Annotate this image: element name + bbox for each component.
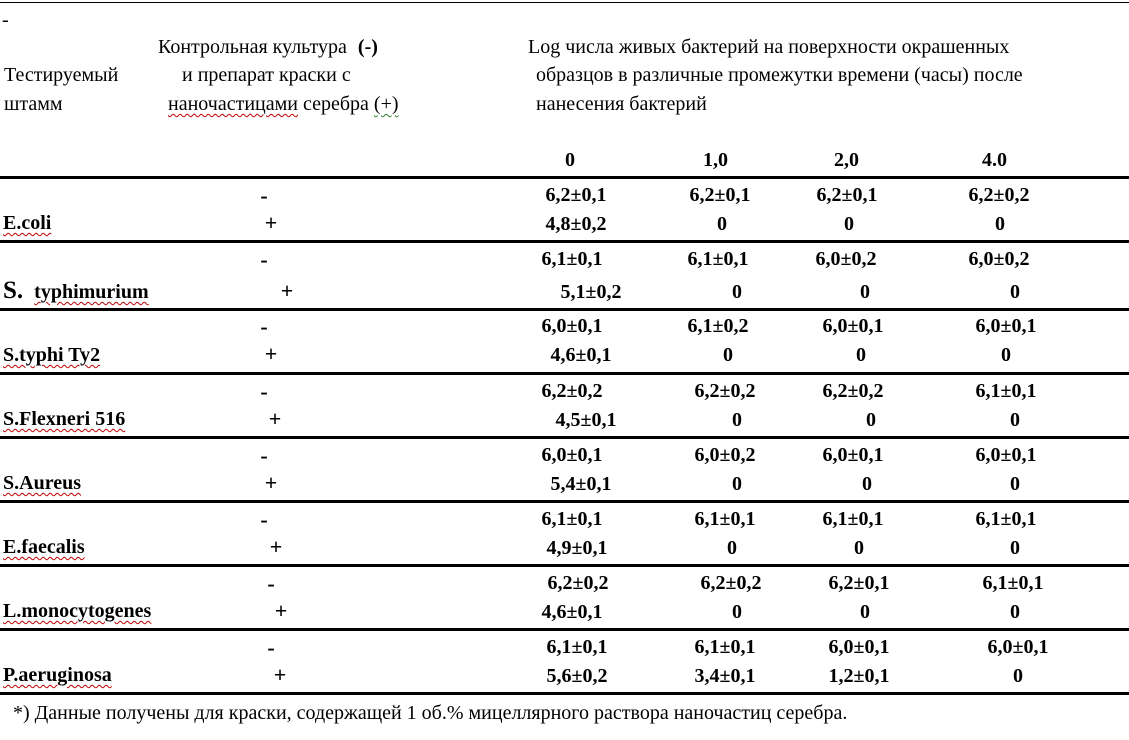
table-row [0,567,1129,631]
control-value: 6,1±0,1 [546,636,608,658]
strain-name: S.Flexneri 516 [3,408,126,430]
table-row [0,375,1129,439]
treated-value: 0 [1010,473,1020,495]
header-control-line1 [158,33,378,62]
header-plus-sign: (+) [373,93,399,115]
header-silver-word: серебра [302,93,369,115]
strain-name: P.aeruginosa [3,664,112,686]
treated-value: 0 [1010,409,1020,431]
header-nanoparticles-word: наночастицами [168,93,298,115]
treated-sign: + [274,598,288,623]
treated-value: 4,6±0,1 [550,344,612,366]
table-top-border [0,2,1129,3]
treated-sign: + [269,534,283,559]
treated-value: 0 [727,537,737,559]
control-value: 6,2±0,1 [828,572,890,594]
treated-value: 0 [1010,537,1020,559]
treated-value: 4,6±0,1 [541,601,603,623]
treated-value: 0 [1010,601,1020,623]
table-row [0,503,1129,567]
control-value: 6,0±0,1 [987,636,1049,658]
strain-name-rest: typhimurium [34,281,149,303]
control-value: 6,1±0,1 [822,508,884,530]
header-control-line2: и препарат краски с [182,64,351,86]
treated-value: 0 [1010,281,1020,303]
table-row [0,179,1129,243]
control-sign: - [260,247,268,272]
control-value: 6,0±0,2 [968,248,1030,270]
control-value: 6,2±0,2 [541,380,603,402]
treated-value: 0 [854,537,864,559]
treated-value: 0 [732,409,742,431]
time-column-1: 1,0 [703,149,728,171]
header-control-line3 [168,90,469,119]
treated-value: 0 [717,213,727,235]
treated-value: 4,9±0,1 [546,537,608,559]
strain-name [3,277,149,305]
control-sign: - [260,443,268,468]
control-value: 6,1±0,1 [541,508,603,530]
control-value: 6,1±0,2 [687,315,749,337]
footnote: *) Данные получены для краски, содержащей 1 об.% мицеллярного раствора наночастиц серебра. [13,702,848,724]
header-dash: - [2,9,9,31]
treated-value: 4,5±0,1 [555,409,617,431]
control-sign: - [260,507,268,532]
control-value: 6,0±0,1 [975,444,1037,466]
control-sign: - [260,379,268,404]
control-value: 6,2±0,2 [700,572,762,594]
strain-name: S.typhi Ty2 [3,344,101,366]
strain-name-prefix: S. [3,277,24,304]
control-sign: - [267,635,275,660]
table-row [0,311,1129,375]
control-value: 6,2±0,2 [822,380,884,402]
time-column-3: 4.0 [982,149,1007,171]
header-strain-line2: штамм [4,93,63,115]
treated-sign: + [273,662,287,687]
header-log-line3: нанесения бактерий [536,93,707,115]
treated-sign: + [268,406,282,431]
control-value: 6,0±0,1 [822,315,884,337]
control-sign: - [267,571,275,596]
control-value: 6,2±0,1 [545,184,607,206]
treated-value: 5,6±0,2 [546,665,608,687]
control-value: 6,1±0,1 [694,508,756,530]
treated-sign: + [264,470,278,495]
treated-value: 0 [732,281,742,303]
control-value: 6,1±0,1 [982,572,1044,594]
treated-value: 0 [844,213,854,235]
treated-value: 5,1±0,2 [560,281,622,303]
table-row [0,631,1129,695]
control-value: 6,1±0,1 [541,248,603,270]
strain-name: E.coli [3,212,52,234]
table-row [0,439,1129,503]
treated-value: 0 [732,601,742,623]
control-value: 6,0±0,2 [694,444,756,466]
time-column-2: 2,0 [834,149,859,171]
treated-value: 0 [995,213,1005,235]
treated-value: 0 [866,409,876,431]
control-value: 6,0±0,1 [975,315,1037,337]
treated-sign: + [264,210,278,235]
control-value: 6,0±0,1 [822,444,884,466]
header-log-line1: Log числа живых бактерий на поверхности окрашенных [528,36,1010,58]
control-value: 6,1±0,1 [687,248,749,270]
treated-value: 0 [1013,665,1023,687]
control-value: 6,2±0,2 [547,572,609,594]
treated-value: 0 [732,473,742,495]
treated-value: 0 [723,344,733,366]
strain-name: S.Aureus [3,472,81,494]
strain-name: E.faecalis [3,536,85,558]
control-value: 6,1±0,1 [694,636,756,658]
control-value: 6,1±0,1 [975,508,1037,530]
header-control-sign: (-) [357,36,378,58]
control-value: 6,2±0,1 [689,184,751,206]
header-log-line2: образцов в различные промежутки времени (часы) после [536,64,1023,86]
control-value: 6,0±0,2 [815,248,877,270]
control-value: 6,2±0,2 [968,184,1030,206]
control-value: 6,0±0,1 [828,636,890,658]
treated-value: 0 [1001,344,1011,366]
table-row [0,243,1129,307]
treated-value: 3,4±0,1 [694,665,756,687]
control-value: 6,1±0,1 [975,380,1037,402]
treated-value: 0 [862,473,872,495]
control-value: 6,0±0,1 [541,315,603,337]
strain-name: L.monocytogenes [3,600,152,622]
treated-value: 1,2±0,1 [828,665,890,687]
treated-value: 0 [856,344,866,366]
control-value: 6,2±0,1 [816,184,878,206]
time-column-0: 0 [565,149,575,171]
header-strain-line1: Тестируемый [4,64,119,86]
treated-value: 4,8±0,2 [545,213,607,235]
control-value: 6,2±0,2 [694,380,756,402]
treated-sign: + [264,341,278,366]
header-control-label: Контрольная культура [158,36,347,58]
treated-value: 0 [860,281,870,303]
treated-value: 0 [860,601,870,623]
control-sign: - [260,183,268,208]
control-value: 6,0±0,1 [541,444,603,466]
treated-sign: + [280,278,294,303]
control-sign: - [260,314,268,339]
treated-value: 5,4±0,1 [550,473,612,495]
